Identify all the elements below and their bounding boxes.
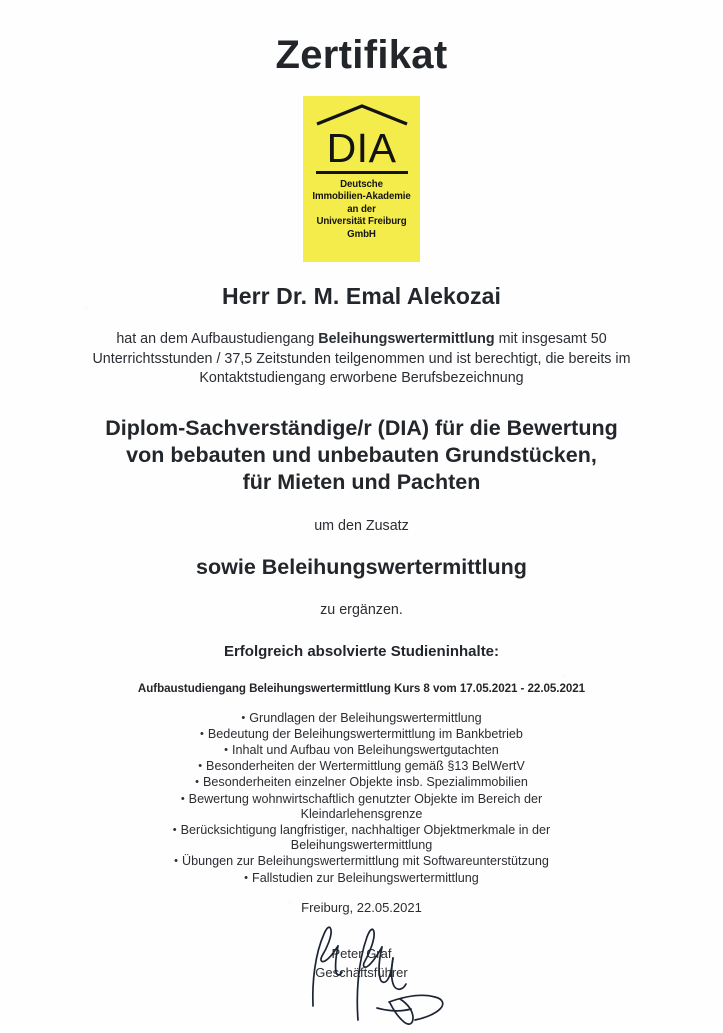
qualification-title xyxy=(57,415,667,496)
bullet-icon: • xyxy=(172,823,177,836)
topic-label: Besonderheiten einzelner Objekte insb. Spezialimmobilien xyxy=(203,775,528,790)
logo-roof-icon xyxy=(316,104,408,126)
list-item xyxy=(127,854,597,869)
signatory-role: Geschäftsführer xyxy=(315,965,408,980)
qualification-line-3: für Mieten und Pachten xyxy=(242,469,481,494)
signature-block xyxy=(0,900,723,982)
recipient-name: Herr Dr. M. Emal Alekozai xyxy=(221,283,502,309)
logo-line-4: Universität Freiburg xyxy=(316,216,407,228)
list-item xyxy=(127,759,597,774)
intro-text-part2: mit insgesamt 50 Unterrichtsstunden / 37,5 Zeitstunden teilgenommen und ist berechtigt, die bereits im Kontaktstudiengang erworbene Berufsbezeichnung xyxy=(92,331,631,386)
contents-heading: Erfolgreich absolvierte Studieninhalte: xyxy=(223,642,500,660)
list-item xyxy=(127,823,597,853)
topic-label: Berücksichtigung langfristiger, nachhaltiger Objektmerkmale in der Beleihungswertermittlung xyxy=(180,822,551,853)
bullet-icon: • xyxy=(195,776,200,789)
logo-acronym: DIA xyxy=(326,125,397,171)
logo-line-3: an der xyxy=(347,203,376,215)
logo-line-5: GmbH xyxy=(347,228,376,240)
addendum-lead: um den Zusatz xyxy=(314,517,409,534)
intro-text-bold: Beleihungswertermittlung xyxy=(318,331,495,347)
topic-label: Fallstudien zur Beleihungswertermittlung xyxy=(252,870,479,885)
list-item xyxy=(127,792,597,822)
bullet-icon: • xyxy=(224,743,229,756)
addendum-title: sowie Beleihungswertermittlung xyxy=(196,554,527,579)
signature-place-date: Freiburg, 22.05.2021 xyxy=(301,900,422,915)
dia-logo xyxy=(303,96,420,262)
topics-list xyxy=(127,711,597,886)
list-item xyxy=(127,775,597,790)
topic-label: Übungen zur Beleihungswertermittlung mit Softwareunterstützung xyxy=(182,854,549,869)
signatory-name: Peter Graf xyxy=(331,946,392,961)
logo-divider xyxy=(316,171,408,174)
qualification-line-2: von bebauten und unbebauten Grundstücken, xyxy=(126,442,597,467)
addendum-tail: zu ergänzen. xyxy=(320,601,403,618)
list-item xyxy=(127,871,597,886)
intro-paragraph xyxy=(79,330,644,389)
topic-label: Inhalt und Aufbau von Beleihungswertgutachten xyxy=(232,742,499,757)
bullet-icon: • xyxy=(180,792,185,805)
list-item xyxy=(127,743,597,758)
topic-label: Grundlagen der Beleihungswertermittlung xyxy=(249,710,482,725)
logo-line-1: Deutsche xyxy=(340,179,383,190)
list-item xyxy=(127,727,597,742)
topic-label: Bewertung wohnwirtschaftlich genutzter Objekte im Bereich der Kleindarlehensgrenze xyxy=(188,791,543,821)
bullet-icon: • xyxy=(241,711,246,724)
bullet-icon: • xyxy=(174,855,179,868)
logo-line-2: Immobilien-Akademie xyxy=(312,191,411,203)
signature-names xyxy=(0,944,723,982)
topic-label: Besonderheiten der Wertermittlung gemäß §13 BelWertV xyxy=(206,759,525,774)
bullet-icon: • xyxy=(198,760,203,773)
course-line: Aufbaustudiengang Beleihungswertermittlung Kurs 8 vom 17.05.2021 - 22.05.2021 xyxy=(137,681,586,695)
page-title: Zertifikat xyxy=(275,33,448,77)
bullet-icon: • xyxy=(200,727,204,740)
bullet-icon: • xyxy=(244,871,249,884)
topic-label: Bedeutung der Beleihungswertermittlung im Bankbetrieb xyxy=(207,726,523,741)
list-item xyxy=(127,711,597,726)
qualification-line-1: Diplom-Sachverständige/r (DIA) für die Bewertung xyxy=(105,415,618,440)
intro-text-part1: hat an dem Aufbaustudiengang xyxy=(116,331,319,347)
